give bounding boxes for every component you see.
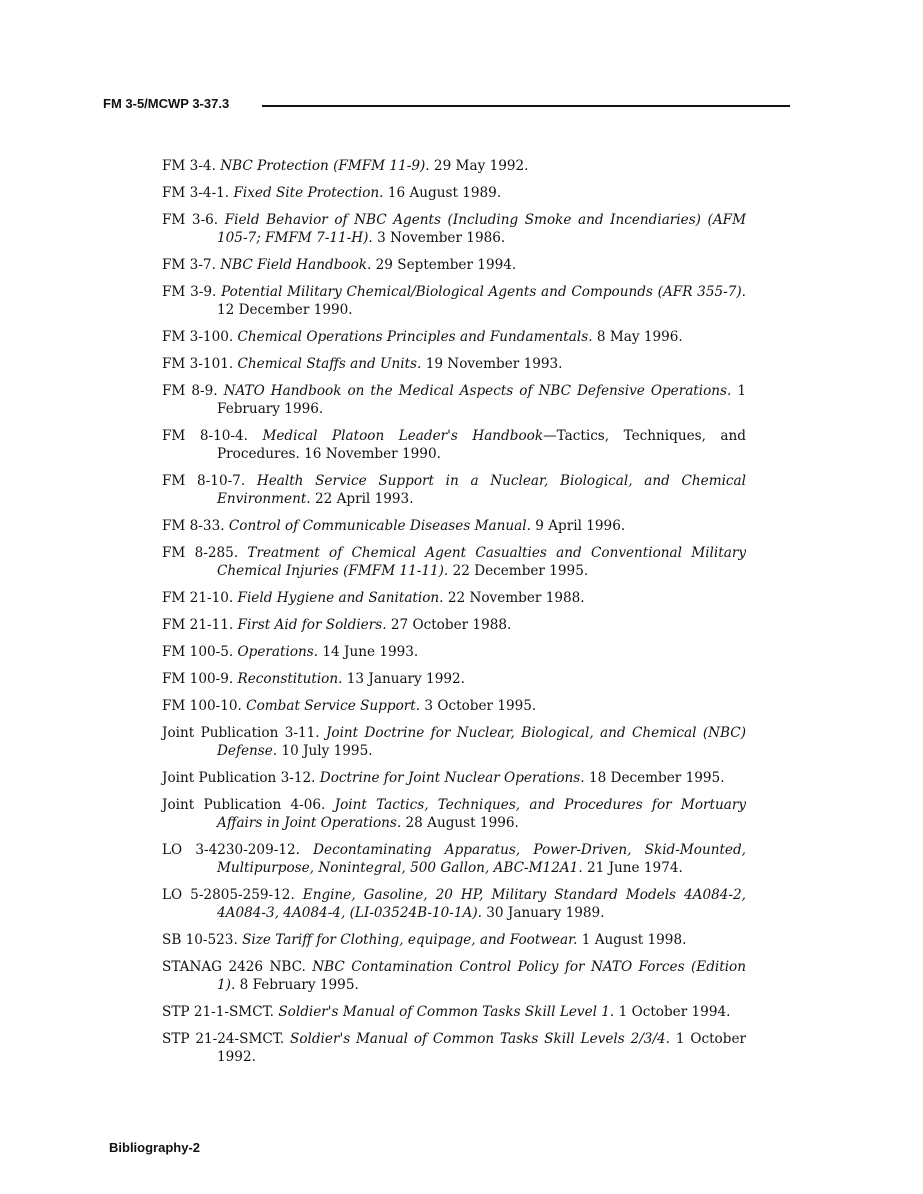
entry-reference: FM 8-33. (162, 518, 225, 534)
entry-reference: Joint Publication 4-06. (162, 797, 326, 813)
entry-title: Soldier's Manual of Common Tasks Skill Level 1. (278, 1004, 615, 1020)
entry-date: 9 April 1996. (535, 518, 626, 534)
entry-title: Size Tariff for Clothing, equipage, and Footwear. (242, 932, 578, 948)
entry-title: Chemical Operations Principles and Fundamentals. (237, 329, 593, 345)
bibliography-entry (162, 670, 746, 688)
entry-title: Medical Platoon Leader's Handbook (262, 428, 544, 444)
entry-reference: FM 21-11. (162, 617, 234, 633)
entry-date: 14 June 1993. (322, 644, 419, 660)
bibliography-entry (162, 616, 746, 634)
entry-date: 16 November 1990. (304, 446, 441, 462)
entry-date: 22 December 1995. (452, 563, 589, 579)
page-footer-label: Bibliography-2 (109, 1140, 201, 1155)
entry-date: 29 May 1992. (433, 158, 529, 174)
entry-date: 3 October 1995. (424, 698, 537, 714)
entry-reference: STP 21-1-SMCT. (162, 1004, 275, 1020)
bibliography-list (162, 157, 746, 1075)
bibliography-entry (162, 157, 746, 175)
entry-title: Doctrine for Joint Nuclear Operations. (319, 770, 585, 786)
bibliography-entry (162, 769, 746, 787)
bibliography-entry (162, 328, 746, 346)
page-header (103, 96, 790, 116)
bibliography-entry (162, 1003, 746, 1021)
entry-date: 19 November 1993. (425, 356, 563, 372)
entry-date: 30 January 1989. (486, 905, 605, 921)
entry-title: Treatment of Chemical Agent Casualties and Conventional Military Chemical Injuries (FMFM 11-11). (217, 545, 746, 579)
entry-date: 21 June 1974. (586, 860, 683, 876)
entry-date: 12 December 1990. (217, 302, 353, 318)
entry-title: Operations. (237, 644, 319, 660)
entry-title: NBC Contamination Control Policy for NATO Forces (Edition 1). (217, 959, 746, 993)
entry-reference: FM 3-4-1. (162, 185, 230, 201)
bibliography-entry (162, 796, 746, 832)
bibliography-entry (162, 841, 746, 877)
entry-title: NBC Protection (FMFM 11-9). (220, 158, 430, 174)
entry-title: First Aid for Soldiers. (237, 617, 387, 633)
entry-date: 28 August 1996. (405, 815, 519, 831)
entry-reference: FM 100-10. (162, 698, 242, 714)
entry-reference: FM 8-10-4. (162, 428, 248, 444)
bibliography-entry (162, 355, 746, 373)
entry-reference: SB 10-523. (162, 932, 238, 948)
entry-title: Engine, Gasoline, 20 HP, Military Standard Models 4A084-2, 4A084-3, 4A084-4, (LI-03524B-10-1A). (217, 887, 746, 921)
entry-date: 22 November 1988. (447, 590, 585, 606)
entry-reference: FM 3-4. (162, 158, 216, 174)
entry-date: 16 August 1989. (387, 185, 502, 201)
bibliography-entry (162, 382, 746, 418)
bibliography-entry (162, 931, 746, 949)
entry-date: 18 December 1995. (588, 770, 725, 786)
entry-reference: LO 3-4230-209-12. (162, 842, 300, 858)
entry-date: 22 April 1993. (314, 491, 414, 507)
entry-title: Soldier's Manual of Common Tasks Skill Levels 2/3/4. (290, 1031, 670, 1047)
entry-date: 1 February 1996. (217, 383, 747, 417)
entry-reference: FM 8-10-7. (162, 473, 246, 489)
bibliography-entry (162, 958, 746, 994)
entry-date: 13 January 1992. (346, 671, 465, 687)
entry-date: 29 September 1994. (375, 257, 517, 273)
entry-reference: FM 3-101. (162, 356, 234, 372)
entry-reference: FM 21-10. (162, 590, 234, 606)
bibliography-entry (162, 724, 746, 760)
bibliography-entry (162, 283, 746, 319)
bibliography-entry (162, 517, 746, 535)
entry-date: 3 November 1986. (377, 230, 506, 246)
entry-reference: FM 8-285. (162, 545, 239, 561)
entry-reference: STANAG 2426 NBC. (162, 959, 306, 975)
entry-date: 1 August 1998. (581, 932, 687, 948)
bibliography-entry (162, 1030, 746, 1066)
entry-title: Chemical Staffs and Units. (237, 356, 422, 372)
entry-title: NBC Field Handbook. (220, 257, 372, 273)
entry-title: Joint Doctrine for Nuclear, Biological, and Chemical (NBC) Defense. (217, 725, 747, 759)
entry-date: 1 October 1994. (618, 1004, 731, 1020)
entry-reference: STP 21-24-SMCT. (162, 1031, 285, 1047)
bibliography-entry (162, 256, 746, 274)
entry-title: NATO Handbook on the Medical Aspects of NBC Defensive Operations. (223, 383, 732, 399)
entry-subtitle: —Tactics, Techniques, and Procedures. (217, 428, 746, 462)
entry-title: Potential Military Chemical/Biological Agents and Compounds (AFR 355-7). (221, 284, 746, 300)
entry-reference: FM 3-9. (162, 284, 217, 300)
entry-reference: LO 5-2805-259-12. (162, 887, 295, 903)
entry-title: Health Service Support in a Nuclear, Biological, and Chemical Environment. (217, 473, 746, 507)
bibliography-entry (162, 697, 746, 715)
entry-reference: FM 100-5. (162, 644, 234, 660)
entry-date: 8 February 1995. (239, 977, 359, 993)
entry-title: Control of Communicable Diseases Manual. (228, 518, 531, 534)
bibliography-entry (162, 544, 746, 580)
entry-title: Reconstitution. (237, 671, 343, 687)
entry-title: Joint Tactics, Techniques, and Procedures for Mortuary Affairs in Joint Operations. (217, 797, 746, 831)
entry-title: Combat Service Support. (246, 698, 421, 714)
entry-title: Fixed Site Protection. (233, 185, 384, 201)
entry-reference: FM 8-9. (162, 383, 218, 399)
bibliography-entry (162, 472, 746, 508)
entry-date: 27 October 1988. (390, 617, 512, 633)
entry-reference: FM 3-7. (162, 257, 216, 273)
entry-reference: FM 3-6. (162, 212, 219, 228)
entry-date: 10 July 1995. (281, 743, 373, 759)
bibliography-entry (162, 886, 746, 922)
bibliography-entry (162, 211, 746, 247)
document-id: FM 3-5/MCWP 3-37.3 (103, 96, 230, 111)
entry-title: Decontaminating Apparatus, Power-Driven, Skid-Mounted, Multipurpose, Nonintegral, 500 Gallon, ABC-M12A1. (217, 842, 746, 876)
bibliography-entry (162, 643, 746, 661)
entry-reference: Joint Publication 3-11. (162, 725, 320, 741)
entry-title: Field Hygiene and Sanitation. (237, 590, 444, 606)
entry-reference: Joint Publication 3-12. (162, 770, 316, 786)
entry-date: 8 May 1996. (596, 329, 683, 345)
entry-reference: FM 100-9. (162, 671, 234, 687)
bibliography-entry (162, 184, 746, 202)
entry-date: 1 October 1992. (217, 1031, 746, 1065)
bibliography-entry (162, 427, 746, 463)
header-rule (262, 105, 790, 107)
bibliography-entry (162, 589, 746, 607)
entry-title: Field Behavior of NBC Agents (Including Smoke and Incendiaries) (AFM 105-7; FMFM 7-11-H). (217, 212, 747, 246)
entry-reference: FM 3-100. (162, 329, 234, 345)
